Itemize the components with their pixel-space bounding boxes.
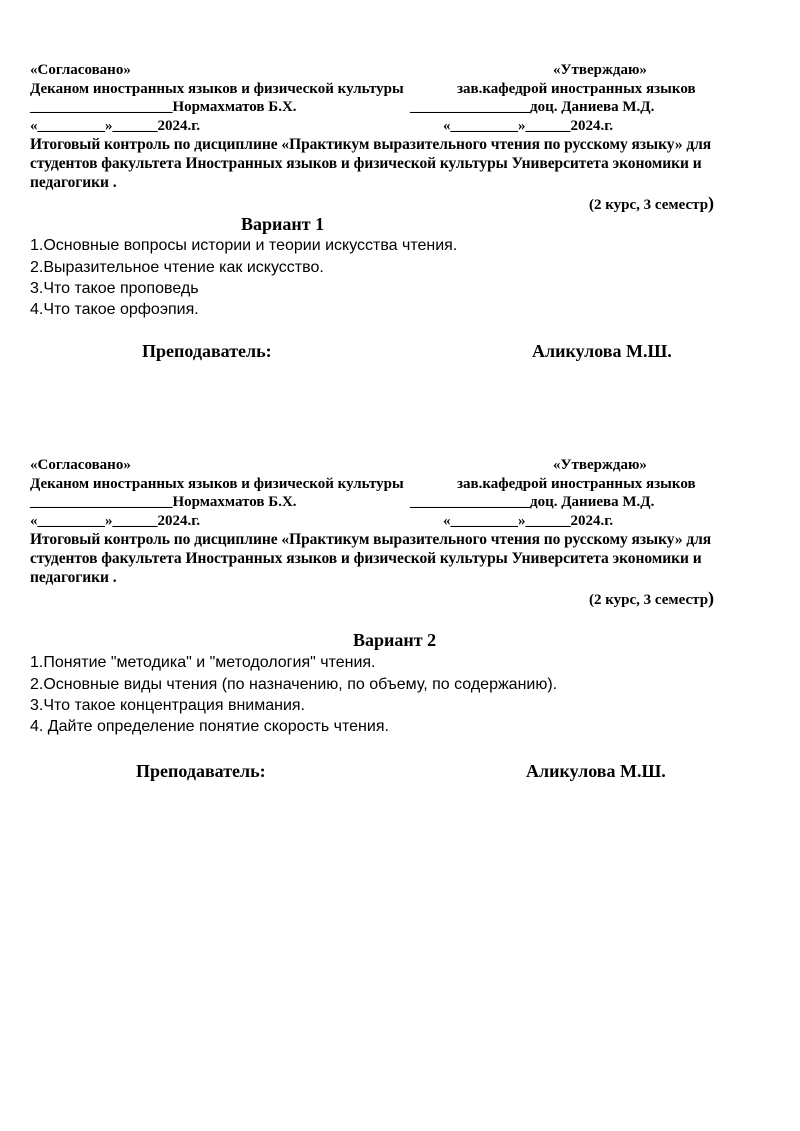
date-left: «_________»______2024.г. bbox=[30, 513, 201, 529]
dean-blank: ___________________ bbox=[30, 494, 173, 510]
question-item: 3.Что такое проповедь bbox=[30, 280, 199, 297]
head-line: зав.кафедрой иностранных языков bbox=[457, 81, 696, 97]
course-semester: (2 курс, 3 семестр) bbox=[589, 193, 715, 213]
question-item: 3.Что такое концентрация внимания. bbox=[30, 697, 305, 714]
dean-name: Нормахматов Б.Х. bbox=[172, 99, 297, 115]
agreed-label: «Согласовано» bbox=[30, 457, 131, 473]
question-item: 2.Основные виды чтения (по назначению, по объему, по содержанию). bbox=[30, 676, 558, 693]
dean-blank: ___________________ bbox=[30, 99, 173, 115]
question-item: 2.Выразительное чтение как искусство. bbox=[30, 259, 324, 276]
date-right: «_________»______2024.г. bbox=[443, 118, 614, 134]
variant-heading: Вариант 2 bbox=[353, 630, 437, 650]
exam-title: Итоговый контроль по дисциплине «Практикум выразительного чтения по русскому языку» для студентов факультета Иностранных языков и физической культуры Университета экономики и педагогики . bbox=[30, 531, 712, 586]
dean-line: Деканом иностранных языков и физической культуры bbox=[30, 81, 404, 97]
approve-label: «Утверждаю» bbox=[553, 62, 647, 78]
head-name: доц. Даниева М.Д. bbox=[530, 494, 655, 510]
date-left: «_________»______2024.г. bbox=[30, 118, 201, 134]
approve-label: «Утверждаю» bbox=[553, 457, 647, 473]
question-item: 4. Дайте определение понятие скорость чтения. bbox=[30, 718, 389, 735]
dean-line: Деканом иностранных языков и физической культуры bbox=[30, 476, 404, 492]
question-item: 1.Понятие "методика" и "методология" чтения. bbox=[30, 654, 376, 671]
date-right: «_________»______2024.г. bbox=[443, 513, 614, 529]
variant-heading: Вариант 1 bbox=[241, 214, 325, 234]
dean-signature-line bbox=[30, 98, 297, 116]
teacher-name: Аликулова М.Ш. bbox=[526, 761, 666, 781]
teacher-label: Преподаватель: bbox=[136, 761, 266, 781]
head-signature-line bbox=[410, 98, 654, 116]
agreed-label: «Согласовано» bbox=[30, 62, 131, 78]
head-name: доц. Даниева М.Д. bbox=[530, 99, 655, 115]
dean-name: Нормахматов Б.Х. bbox=[172, 494, 297, 510]
teacher-label: Преподаватель: bbox=[142, 341, 272, 361]
exam-title: Итоговый контроль по дисциплине «Практикум выразительного чтения по русскому языку» для студентов факультета Иностранных языков и физической культуры Университета экономики и педагогики . bbox=[30, 136, 712, 191]
course-semester: (2 курс, 3 семестр) bbox=[589, 588, 715, 608]
head-line: зав.кафедрой иностранных языков bbox=[457, 476, 696, 492]
question-item: 4.Что такое орфоэпия. bbox=[30, 301, 199, 318]
head-signature-line bbox=[410, 493, 654, 511]
head-blank: ________________ bbox=[410, 494, 530, 510]
dean-signature-line bbox=[30, 493, 297, 511]
head-blank: ________________ bbox=[410, 99, 530, 115]
question-item: 1.Основные вопросы истории и теории искусства чтения. bbox=[30, 237, 458, 254]
teacher-name: Аликулова М.Ш. bbox=[532, 341, 672, 361]
